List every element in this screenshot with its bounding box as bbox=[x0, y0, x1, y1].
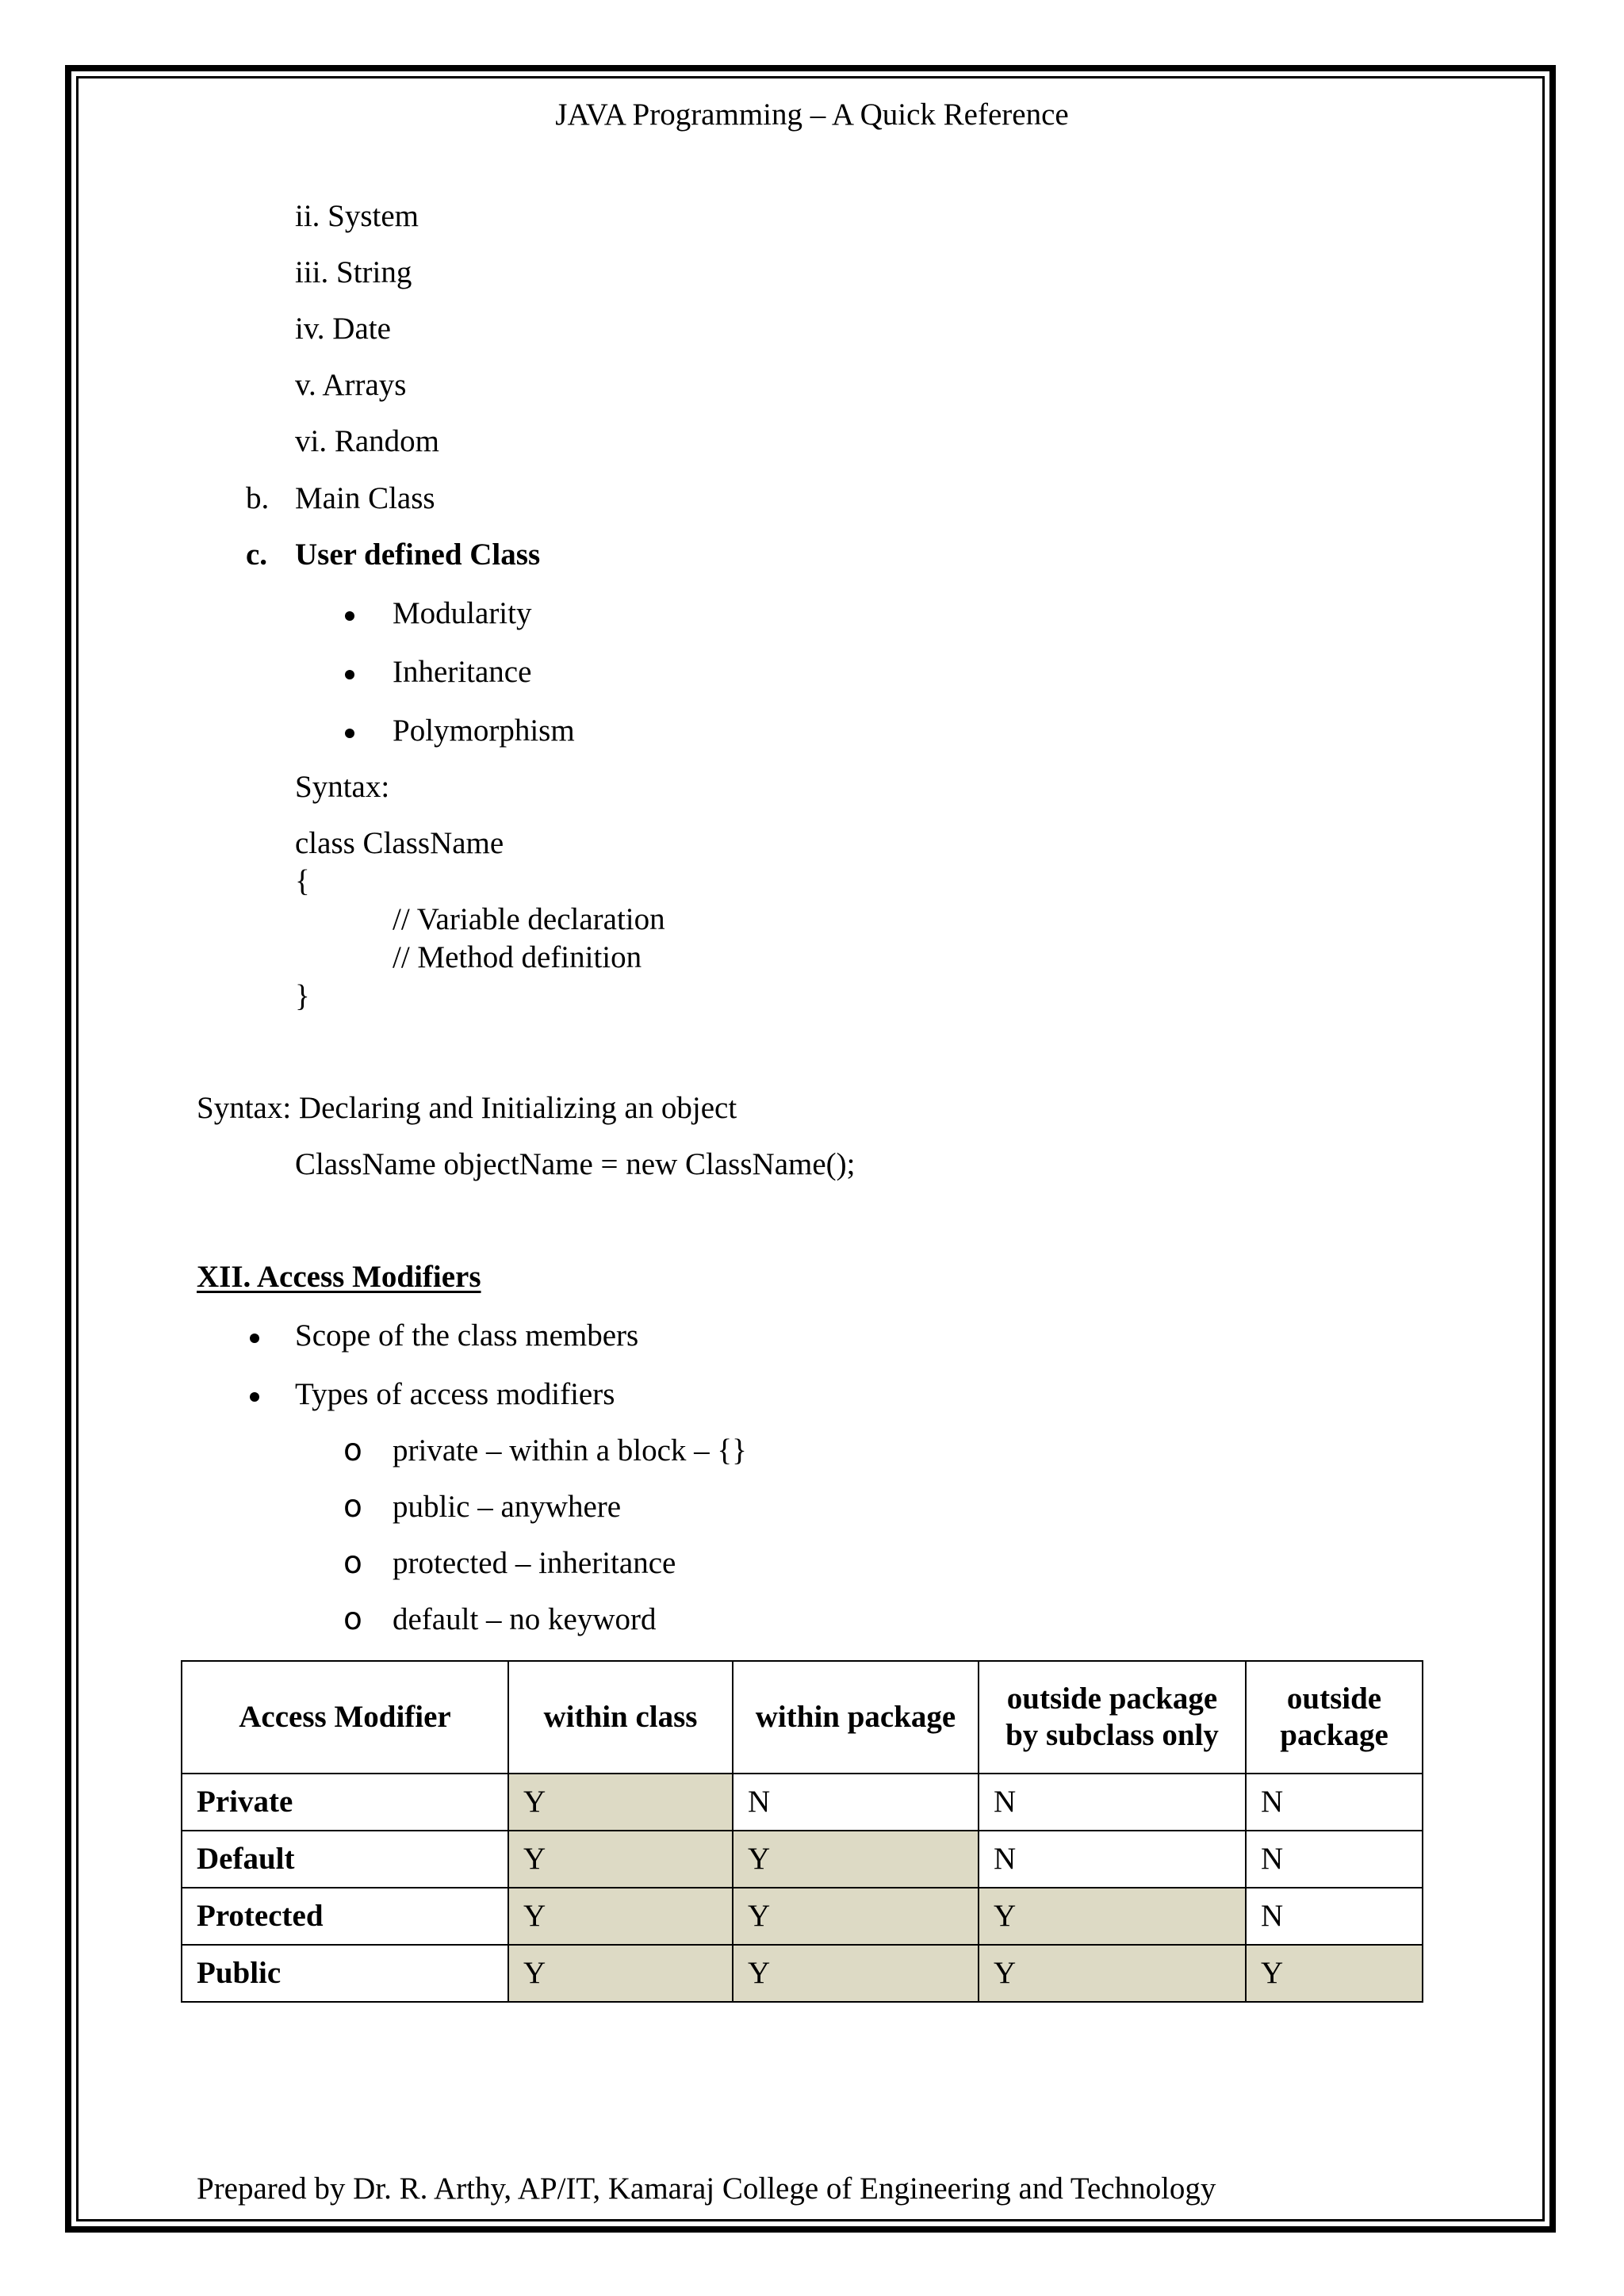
modifier-type-item: public – anywhere bbox=[393, 1490, 622, 1524]
page-header: JAVA Programming – A Quick Reference bbox=[555, 98, 1069, 132]
list-marker-c: c. bbox=[246, 538, 268, 572]
table-cell: Y bbox=[979, 1945, 1246, 2002]
table-cell: N bbox=[1246, 1774, 1423, 1831]
table-cell: Y bbox=[508, 1831, 733, 1888]
row-header: Default bbox=[182, 1831, 508, 1888]
object-syntax-label: Syntax: Declaring and Initializing an object bbox=[197, 1091, 737, 1125]
feature-item: Inheritance bbox=[393, 655, 532, 689]
bullet-icon bbox=[250, 1334, 259, 1343]
page-footer: Prepared by Dr. R. Arthy, AP/IT, Kamaraj College of Engineering and Technology bbox=[197, 2172, 1216, 2206]
row-header: Protected bbox=[182, 1888, 508, 1945]
access-modifier-table bbox=[181, 1660, 1423, 2003]
section-heading: XII. Access Modifiers bbox=[197, 1260, 481, 1294]
feature-item: Polymorphism bbox=[393, 714, 575, 748]
table-cell: Y bbox=[979, 1888, 1246, 1945]
table-cell: Y bbox=[733, 1831, 979, 1888]
user-defined-class-item: User defined Class bbox=[295, 538, 541, 572]
table-cell: Y bbox=[733, 1888, 979, 1945]
column-header: Access Modifier bbox=[182, 1661, 508, 1774]
table-row bbox=[182, 1945, 1423, 2002]
bullet-item: Types of access modifiers bbox=[295, 1377, 615, 1411]
list-item: ii. System bbox=[295, 199, 419, 233]
column-header: within class bbox=[508, 1661, 733, 1774]
table-cell: Y bbox=[1246, 1945, 1423, 2002]
list-item: iii. String bbox=[295, 255, 412, 289]
table-cell: Y bbox=[508, 1945, 733, 2002]
table-row bbox=[182, 1831, 1423, 1888]
table-cell: N bbox=[1246, 1888, 1423, 1945]
column-header: outside package bbox=[1246, 1661, 1423, 1774]
circle-bullet-icon: o bbox=[343, 1601, 362, 1637]
table-cell: N bbox=[979, 1774, 1246, 1831]
list-item: v. Arrays bbox=[295, 368, 407, 402]
table-cell: Y bbox=[508, 1774, 733, 1831]
table-cell: Y bbox=[733, 1945, 979, 2002]
modifier-type-item: private – within a block – {} bbox=[393, 1433, 747, 1468]
list-item: vi. Random bbox=[295, 424, 439, 458]
table-cell: N bbox=[979, 1831, 1246, 1888]
object-syntax-code: ClassName objectName = new ClassName(); bbox=[295, 1147, 856, 1181]
table-header-row bbox=[182, 1661, 1423, 1774]
circle-bullet-icon: o bbox=[343, 1545, 362, 1581]
column-header: within package bbox=[733, 1661, 979, 1774]
code-line: class ClassName bbox=[295, 826, 504, 860]
table-cell: Y bbox=[508, 1888, 733, 1945]
feature-item: Modularity bbox=[393, 596, 532, 630]
table-row bbox=[182, 1774, 1423, 1831]
column-header: outside package by subclass only bbox=[979, 1661, 1246, 1774]
syntax-label: Syntax: bbox=[295, 770, 390, 804]
bullet-icon bbox=[345, 670, 354, 679]
modifier-type-item: default – no keyword bbox=[393, 1602, 657, 1636]
code-line: // Method definition bbox=[393, 940, 642, 974]
main-class-item: Main Class bbox=[295, 481, 435, 515]
bullet-icon bbox=[345, 729, 354, 738]
code-line: { bbox=[295, 864, 310, 898]
table-cell: N bbox=[733, 1774, 979, 1831]
circle-bullet-icon: o bbox=[343, 1433, 362, 1468]
bullet-icon bbox=[345, 611, 354, 621]
circle-bullet-icon: o bbox=[343, 1489, 362, 1525]
code-line: // Variable declaration bbox=[393, 902, 665, 936]
table-cell: N bbox=[1246, 1831, 1423, 1888]
bullet-item: Scope of the class members bbox=[295, 1318, 639, 1353]
table-row bbox=[182, 1888, 1423, 1945]
code-line: } bbox=[295, 979, 310, 1013]
modifier-type-item: protected – inheritance bbox=[393, 1546, 676, 1580]
row-header: Private bbox=[182, 1774, 508, 1831]
bullet-icon bbox=[250, 1392, 259, 1402]
list-marker-b: b. bbox=[246, 481, 270, 515]
row-header: Public bbox=[182, 1945, 508, 2002]
list-item: iv. Date bbox=[295, 312, 391, 346]
